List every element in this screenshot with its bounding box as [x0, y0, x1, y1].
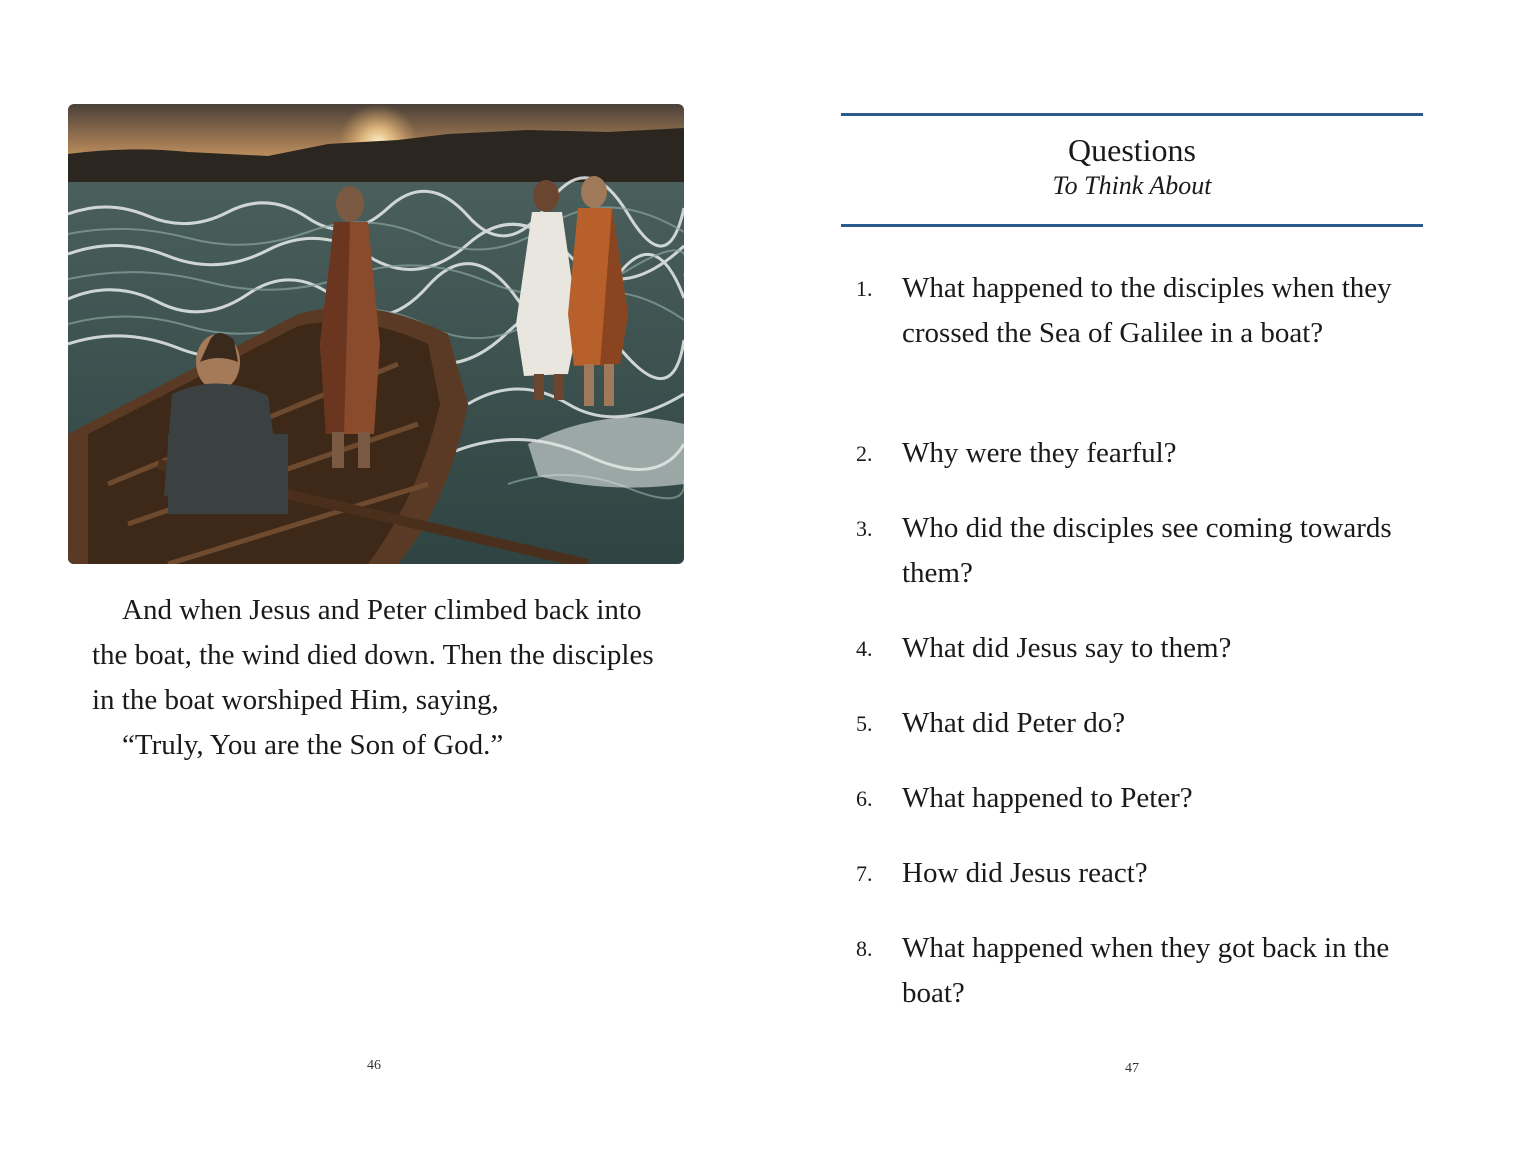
paragraph: And when Jesus and Peter climbed back into the boat, the wind died down. Then the disciples in the boat worshiped Him, saying,: [92, 594, 654, 716]
question-number: 8.: [856, 936, 873, 961]
page-number: 46: [367, 1058, 381, 1073]
question-number: 6.: [856, 786, 873, 811]
left-page: [0, 0, 756, 1165]
question-text: How did Jesus react?: [902, 857, 1148, 889]
question-number: 5.: [856, 711, 873, 736]
question-text: What did Jesus say to them?: [902, 632, 1232, 664]
right-page: [756, 0, 1513, 1165]
heading-subtitle: To Think About: [1052, 171, 1212, 200]
question-number: 2.: [856, 441, 873, 466]
question-text: What happened to the disciples when they crossed the Sea of Galilee in a boat?: [902, 272, 1392, 349]
storm-sea-boat-illustration: [68, 104, 684, 564]
page-number: 47: [1125, 1061, 1139, 1076]
top-rule: [841, 113, 1423, 116]
question-text: What happened to Peter?: [902, 782, 1193, 814]
question-number: 1.: [856, 276, 873, 301]
narrative-text: [92, 588, 672, 768]
question-number: 3.: [856, 516, 873, 541]
question-text: What happened when they got back in the boat?: [902, 932, 1390, 1009]
question-number: 7.: [856, 861, 873, 886]
heading-title: Questions: [1068, 132, 1196, 168]
quote-paragraph: “Truly, You are the Son of God.”: [122, 729, 504, 761]
section-heading: [841, 130, 1423, 202]
question-text: Why were they fearful?: [902, 437, 1177, 469]
bottom-rule: [841, 224, 1423, 227]
question-number: 4.: [856, 636, 873, 661]
question-text: What did Peter do?: [902, 707, 1126, 739]
question-text: Who did the disciples see coming towards them?: [902, 512, 1392, 589]
